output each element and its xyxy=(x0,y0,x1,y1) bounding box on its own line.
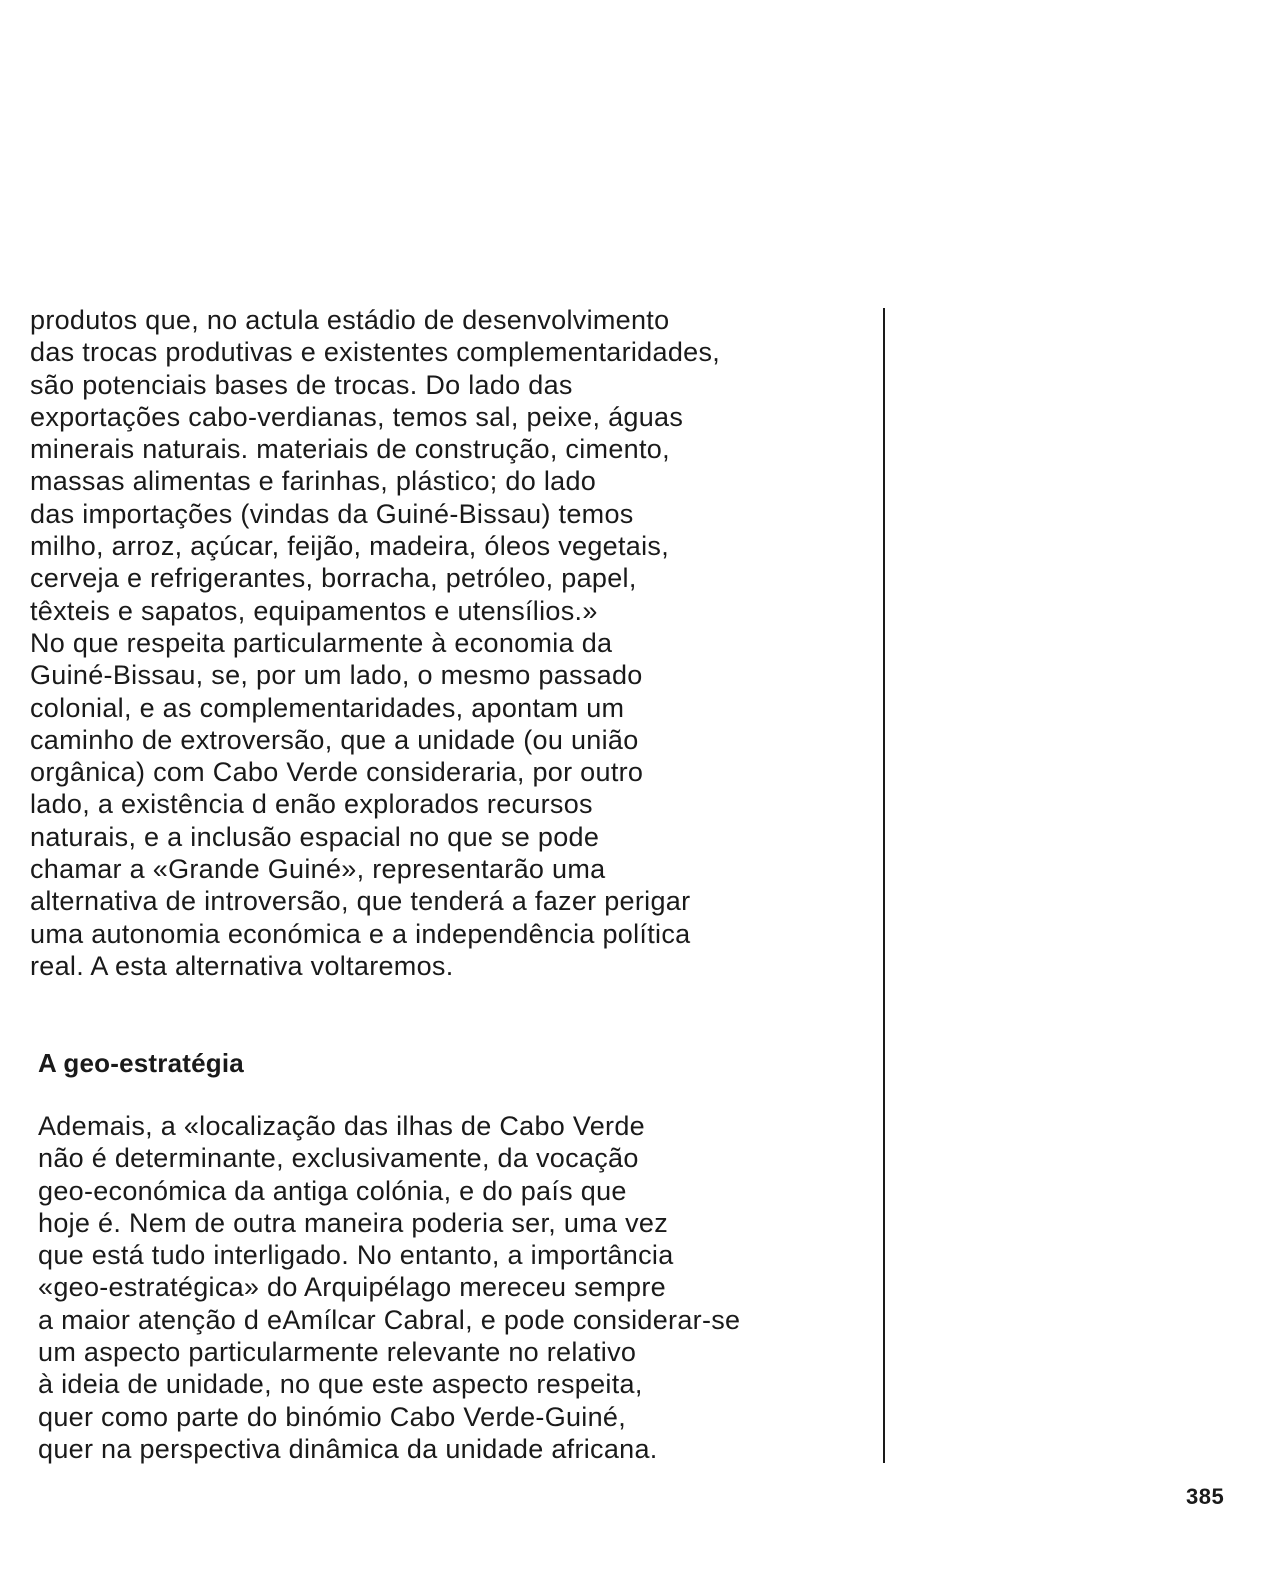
text-line: massas alimentas e farinhas, plástico; do lado xyxy=(30,466,597,497)
text-line: alternativa de introversão, que tenderá a fazer perigar xyxy=(30,886,691,917)
text-line: têxteis e sapatos, equipamentos e utensílios.» xyxy=(30,595,598,626)
margin-rule xyxy=(883,308,885,1463)
text-line: produtos que, no actula estádio de desenvolvimento xyxy=(30,305,670,335)
text-line: hoje é. Nem de outra maneira poderia ser, uma vez xyxy=(38,1207,669,1238)
text-line: não é determinante, exclusivamente, da vocação xyxy=(38,1143,639,1174)
text-line: das importações (vindas da Guiné-Bissau) temos xyxy=(30,498,634,529)
text-line: Ademais, a «localização das ilhas de Cabo Verde xyxy=(38,1111,645,1141)
text-line: à ideia de unidade, no que este aspecto respeita, xyxy=(38,1369,643,1400)
text-line: quer como parte do binómio Cabo Verde-Guiné, xyxy=(38,1401,627,1432)
text-line: geo-económica da antiga colónia, e do país que xyxy=(38,1175,627,1206)
text-line: minerais naturais. materiais de construção, cimento, xyxy=(30,434,670,465)
text-line: milho, arroz, açúcar, feijão, madeira, óleos vegetais, xyxy=(30,531,670,562)
section-heading: A geo-estratégia xyxy=(38,1048,244,1078)
text-line: real. A esta alternativa voltaremos. xyxy=(30,950,454,981)
text-line: caminho de extroversão, que a unidade (ou união xyxy=(30,724,639,755)
text-line: que está tudo interligado. No entanto, a importância xyxy=(38,1240,674,1271)
page-number: 385 xyxy=(1186,1484,1225,1509)
text-line: a maior atenção d eAmílcar Cabral, e pode considerar-se xyxy=(38,1304,741,1335)
text-line: «geo-estratégica» do Arquipélago mereceu sempre xyxy=(38,1272,666,1303)
text-line: lado, a existência d enão explorados recursos xyxy=(30,789,593,820)
text-line: chamar a «Grande Guiné», representarão uma xyxy=(30,854,606,885)
text-line: cerveja e refrigerantes, borracha, petróleo, papel, xyxy=(30,563,637,594)
text-line: naturais, e a inclusão espacial no que se pode xyxy=(30,821,600,852)
text-line: quer na perspectiva dinâmica da unidade africana. xyxy=(38,1433,658,1464)
text-line: das trocas produtivas e existentes complementaridades, xyxy=(30,337,721,368)
paragraph-1 xyxy=(30,304,880,982)
text-line: No que respeita particularmente à economia da xyxy=(30,627,613,658)
text-line: exportações cabo-verdianas, temos sal, peixe, águas xyxy=(30,401,684,432)
text-line: orgânica) com Cabo Verde consideraria, por outro xyxy=(30,757,644,788)
paragraph-2 xyxy=(38,1110,888,1465)
text-line: são potenciais bases de trocas. Do lado das xyxy=(30,369,573,400)
text-line: uma autonomia económica e a independência política xyxy=(30,918,691,949)
text-line: um aspecto particularmente relevante no relativo xyxy=(38,1337,637,1368)
text-line: Guiné-Bissau, se, por um lado, o mesmo passado xyxy=(30,660,643,691)
text-line: colonial, e as complementaridades, apontam um xyxy=(30,692,625,723)
